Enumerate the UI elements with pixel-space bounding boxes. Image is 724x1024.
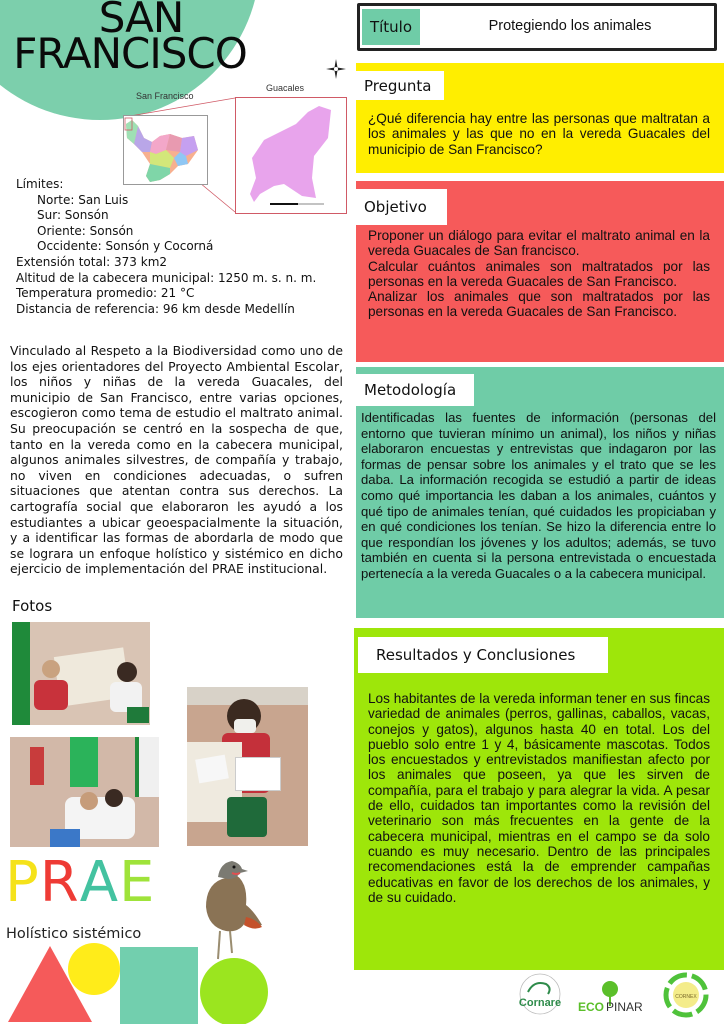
photo-child-with-drawing — [187, 687, 308, 846]
objective-list — [368, 228, 710, 320]
teal-square-shape — [120, 947, 198, 1024]
fact-extension: Extensión total: 373 km2 — [16, 254, 168, 269]
ecopinar-logo — [576, 980, 654, 1016]
town-title-line-1: SAN — [98, 0, 184, 42]
map-label-municipality: San Francisco — [136, 91, 194, 101]
limits-heading: Límites: — [16, 177, 64, 191]
methodology-label: Metodología — [356, 374, 474, 406]
intro-paragraph: Vinculado al Respeto a la Biodiversidad como uno de los ejes orientadores del Proyecto Ambiental Escolar, los niños y niñas de la vereda Guacales, del municipio de San Francisco, entre varias opciones, escogieron como tema de estudio el maltrato animal. Su preocupación se centró en la sospecha de que, tanto en la vereda como en la cabecera municipal, algunos animales silvestres, de compañía y trabajo, no viven en condiciones adecuadas, o sufren situaciones que atentan contra sus derechos. La cartografía social que elaboraron les ayudó a los estudiantes a ubicar geoespacialmente la situación, y a identificar las formas de abordarla de modo que se lograra un enfoque holístico y sistémico en dicho ejercicio de implementación del PRAE institucional. — [10, 343, 343, 577]
cornare-logo — [514, 972, 566, 1018]
prae-subtitle: Holístico sistémico — [6, 926, 142, 942]
results-label: Resultados y Conclusiones — [358, 637, 608, 673]
question-label: Pregunta — [356, 71, 444, 100]
bird-illustration — [196, 855, 266, 965]
objective-item: Analizar los animales que son maltratados por las personas en la vereda Guacales de San Francisco. — [368, 289, 710, 320]
objective-label: Objetivo — [356, 189, 447, 225]
methodology-text: Identificadas las fuentes de información (personas del entorno que tuvieran mínimo un animal), los niños y niñas elaboraron encuestas y entrevistas que indagaron por las formas de pensar sobre los animales y el trato que se les daba. La información recogida se estudió a partir de ideas como qué importancia les daban a los animales, cuántos y qué tipo de animales tenían, qué cuidados les propiciaban y en qué condiciones los tenían. Se hizo la diferencia entre lo que respondían los jóvenes y los adultos; además, se tuvo también en cuenta si la persona entrevistada o encuestada pertenecía a la vereda Guacales o a la cabecera municipal. — [361, 410, 716, 581]
cornare-text: Cornare — [518, 997, 562, 1009]
results-text: Los habitantes de la vereda informan tener en sus fincas variedad de animales (perros, gallinas, caballos, vacas, conejos y gatos), algunos hasta 40 en total. Los del pueblo solo entre 1 y 4, básicamente mascotas. Todos los encuestados y entrevistados manifiestan afecto por los animales que poseen, ya que les sirven de compañía, para el trabajo y para alegrar la vida. A pesar de ello, cuidados tan importantes como la revisión del veterinario son más frecuentes en la gente de la cabecera municipal, mientras en el campo se da solo cuando es muy necesario. Dentro de las principales recomendaciones está la de emprender campañas educativas en favor de los derechos de los animales, y de su cuidado. — [368, 691, 710, 905]
project-title: Protegiendo los animales — [488, 18, 652, 34]
prae-logo — [5, 850, 156, 915]
ecopinar-pinar-text: PINAR — [606, 1000, 643, 1014]
yellow-circle-shape — [68, 943, 120, 995]
objective-item: Calcular cuántos animales son maltratados por las personas en la vereda Guacales de San Francisco. — [368, 258, 710, 289]
compass-rose-icon — [325, 58, 347, 80]
photo-children-group — [10, 737, 159, 847]
prae-letter-p: P — [5, 850, 40, 915]
town-title-line-2: FRANCISCO — [13, 29, 247, 78]
limit-west: Occidente: Sonsón y Cocorná — [37, 239, 214, 254]
fact-distance: Distancia de referencia: 96 km desde Medellín — [16, 301, 295, 316]
municipality-map — [123, 115, 208, 185]
fact-temperature: Temperatura promedio: 21 °C — [16, 286, 195, 301]
title-label: Título — [362, 9, 420, 45]
limit-east: Oriente: Sonsón — [37, 223, 134, 238]
sponsor-logos — [514, 972, 714, 1020]
municipality-facts — [16, 177, 316, 317]
prae-letter-r: R — [39, 850, 80, 915]
ecopinar-eco-text: ECO — [578, 1000, 605, 1014]
prae-letter-a: A — [79, 850, 120, 915]
cornex-logo — [662, 972, 710, 1018]
cornex-text: CORNEX — [675, 994, 697, 1000]
photo-children-table — [12, 622, 150, 725]
fact-altitude: Altitud de la cabecera municipal: 1250 m. s. n. m. — [16, 270, 317, 285]
limit-south: Sur: Sonsón — [37, 208, 109, 223]
question-text: ¿Qué diferencia hay entre las personas que maltratan a los animales y las que no en la vereda Guacales del municipio de San Francisco? — [368, 111, 710, 157]
green-circle-shape — [200, 958, 268, 1024]
map-label-vereda: Guacales — [266, 83, 305, 93]
photos-heading: Fotos — [12, 597, 53, 615]
limit-north: Norte: San Luis — [37, 192, 129, 207]
prae-letter-e: E — [119, 850, 156, 915]
objective-item: Proponer un diálogo para evitar el maltrato animal en la vereda Guacales de San francisco. — [368, 228, 710, 259]
town-title — [0, 0, 260, 78]
